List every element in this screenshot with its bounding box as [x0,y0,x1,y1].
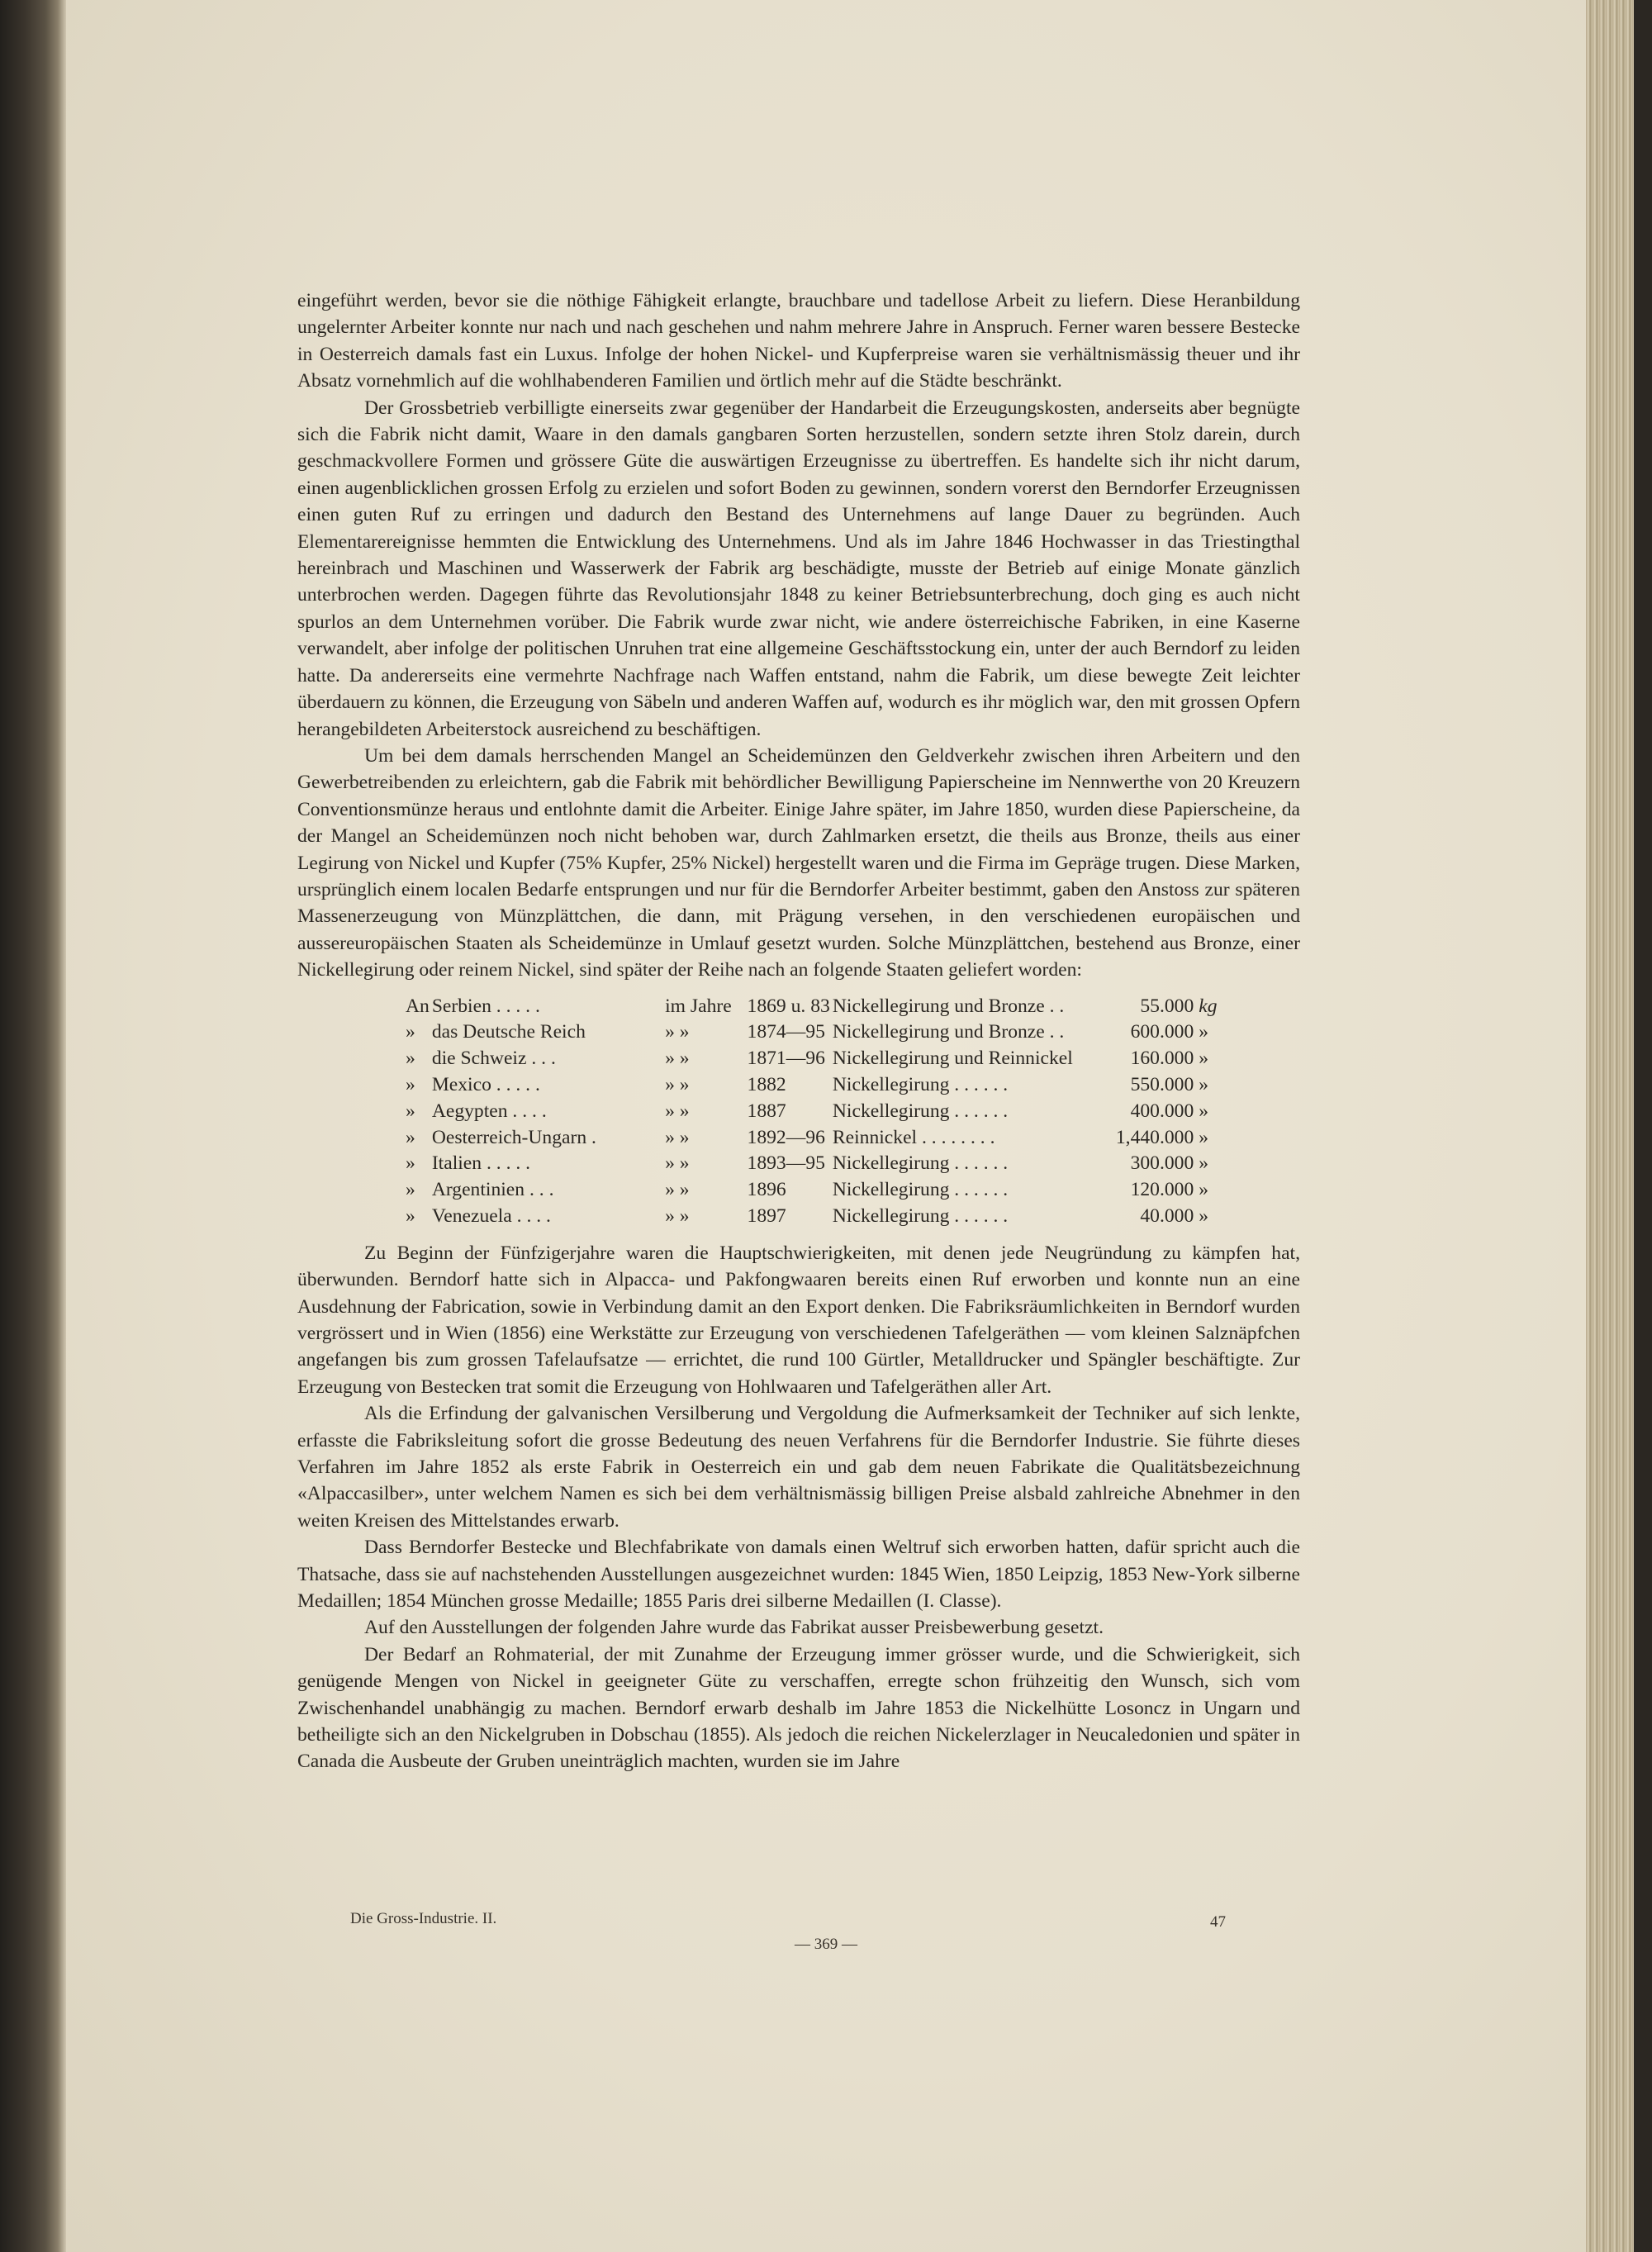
body-text [297,287,1300,1775]
paragraph: Der Grossbetrieb verbilligte einerseits zwar gegenüber der Handarbeit die Erzeugungskosten, anderseits aber begnügte sich die Fabrik nicht damit, Waare in den damals gangbaren Sorten herzustellen, sondern setzte ihren Stolz darein, durch geschmackvollere Formen und grössere Güte die auswärtigen Erzeugnisse zu übertreffen. Es handelte sich ihr nicht darum, einen augenblicklichen grossen Erfolg zu erzielen und sofort Boden zu gewinnen, sondern vorerst den Berndorfer Erzeugnissen einen guten Ruf zu erringen und dadurch den Bestand des Unternehmens auf lange Dauer zu begründen. Auch Elementarereignisse hemmten die Entwicklung des Unternehmens. Und als im Jahre 1846 Hochwasser in das Triestingthal hereinbrach und Maschinen und Wasserwerk der Fabrik arg beschädigte, musste der Betrieb auf einige Monate gänzlich unterbrochen werden. Dagegen führte das Revolutionsjahr 1848 zu keiner Betriebsunterbrechung, doch ging es auch nicht spurlos an dem Unternehmen vorüber. Die Fabrik wurde zwar nicht, wie andere österreichische Fabriken, in eine Kaserne verwandelt, aber infolge der politischen Unruhen trat eine allgemeine Geschäftsstockung ein, unter der auch Berndorf zu leiden hatte. Da andererseits eine vermehrte Nachfrage nach Waffen entstand, nahm die Fabrik, um diese bewegte Zeit leichter überdauern zu können, die Erzeugung von Säbeln und anderen Waffen auf, wodurch es ihr möglich war, den mit grossen Opfern herangebildeten Arbeiterstock ausreichend zu beschäftigen. [297,397,1300,740]
signature-mark: Die Gross-Industrie. II. [350,1910,497,1927]
row-material: Nickellegirung . . . . . . [832,1204,1009,1227]
row-amount: 160.000 [1130,1048,1194,1070]
row-year: 1897 [747,1204,786,1227]
row-prefix: » [406,1021,415,1043]
delivery-table [406,994,1232,1230]
row-year: 1869 u. 83 [747,995,830,1017]
row-material: Nickellegirung und Bronze . . [832,995,1065,1017]
row-prefix: » [406,1073,415,1095]
row-unit: kg [1199,995,1218,1017]
row-material: Nickellegirung und Reinnickel [832,1048,1073,1070]
row-prefix: » [406,1152,415,1175]
row-state: Aegypten . . . . [431,1100,547,1122]
table-row [406,1151,1232,1177]
row-unit: » [1199,1152,1209,1175]
row-state: Venezuela . . . . [431,1204,551,1227]
row-year: 1896 [747,1179,786,1201]
row-state: die Schweiz . . . [431,1048,556,1070]
row-state: Italien . . . . . [431,1152,531,1175]
row-prefix: » [406,1126,415,1148]
row-unit: » [1199,1100,1209,1122]
row-im-jahre: » » [665,1100,690,1122]
paragraph: eingeführt werden, bevor sie die nöthige Fähigkeit erlangte, brauchbare und tadellose Arbeit zu liefern. Diese Heranbildung ungelernter Arbeiter konnte nur nach und nach geschehen und nahm mehrere Jahre in Anspruch. Ferner waren bessere Bestecke in Oesterreich damals fast ein Luxus. Infolge der hohen Nickel- und Kupferpreise waren sie verhältnismässig theuer und ihr Absatz vornehmlich auf die wohlhabenderen Familien und örtlich mehr auf die Städte beschränkt. [297,290,1300,392]
row-state: Argentinien . . . [431,1179,554,1201]
table-row [406,1177,1232,1204]
row-material: Nickellegirung . . . . . . [832,1179,1009,1201]
paragraph: Der Bedarf an Rohmaterial, der mit Zunahme der Erzeugung immer grösser wurde, und die Schwierigkeit, sich genügende Mengen von Nickel in geeigneter Güte zu verschaffen, erregte schon frühzeitig den Wunsch, sich vom Zwischenhandel unabhängig zu machen. Berndorf erwarb deshalb im Jahre 1853 die Nickelhütte Losoncz in Ungarn und betheiligte sich an den Nickelgruben in Dobschau (1855). Als jedoch die reichen Nickelerzlager in Neucaledonien und später in Canada die Ausbeute der Gruben uneinträglich machten, wurden sie im Jahre [297,1643,1300,1773]
paragraph: Um bei dem damals herrschenden Mangel an Scheidemünzen den Geldverkehr zwischen ihren Arbeitern und den Gewerbetreibenden zu erleichtern, gab die Fabrik mit behördlicher Bewilligung Papierscheine im Nennwerthe von 20 Kreuzern Conventionsmünze heraus und entlohnte damit die Arbeiter. Einige Jahre später, im Jahre 1850, wurden diese Papierscheine, da der Mangel an Scheidemünzen noch nicht behoben war, durch Zahlmarken ersetzt, die theils aus Bronze, theils aus einer Legirung von Nickel und Kupfer (75% Kupfer, 25% Nickel) hergestellt waren und die Firma im Gepräge trugen. Diese Marken, ursprünglich einem localen Bedarfe entsprungen und nur für die Berndorfer Arbeiter bestimmt, gaben den Anstoss zur späteren Massenerzeugung von Münzplättchen, die dann, mit Prägung versehen, in den verschiedenen europäischen und aussereuropäischen Staaten als Scheidemünze in Umlauf gesetzt wurden. Solche Münzplättchen, bestehend aus Bronze, einer Nickellegirung oder reinem Nickel, sind später der Reihe nach an folgende Staaten geliefert worden: [297,744,1300,981]
table-row [406,1204,1232,1230]
row-year: 1874—95 [747,1021,825,1043]
row-im-jahre: » » [665,1204,690,1227]
row-im-jahre: » » [665,1021,690,1043]
row-amount: 600.000 [1130,1021,1194,1043]
paragraph: Als die Erfindung der galvanischen Versilberung und Vergoldung die Aufmerksamkeit der Techniker auf sich lenkte, erfasste die Fabriksleitung sofort die grosse Bedeutung des neuen Verfahrens für die Berndorfer Industrie. Sie führte dieses Verfahren im Jahre 1852 als erste Fabrik in Oesterreich ein und gab dem neuen Fabrikate die Qualitätsbezeichnung «Alpaccasilber», unter welchem Namen es sich bei dem verhältnismässig billigen Preise alsbald zahlreiche Abnehmer in den weiten Kreisen des Mittelstandes erwarb. [297,1403,1300,1532]
row-im-jahre: » » [665,1152,690,1175]
row-unit: » [1199,1126,1209,1148]
row-amount: 1,440.000 [1115,1126,1194,1148]
table-row [406,1072,1232,1099]
row-im-jahre: » » [665,1073,690,1095]
table-row [406,1099,1232,1125]
row-amount: 550.000 [1130,1073,1194,1095]
page-edges [1586,0,1652,2252]
row-amount: 400.000 [1130,1100,1194,1122]
sheet-number: 47 [1210,1913,1226,1931]
table-row [406,1019,1232,1046]
row-amount: 120.000 [1130,1179,1194,1201]
row-amount: 300.000 [1130,1152,1194,1175]
row-unit: » [1199,1179,1209,1201]
row-material: Nickellegirung . . . . . . [832,1073,1009,1095]
table-row [406,1125,1232,1152]
row-unit: » [1199,1021,1209,1043]
paragraph: Auf den Ausstellungen der folgenden Jahre wurde das Fabrikat ausser Preisbewerbung gesetzt. [364,1617,1104,1639]
row-material: Nickellegirung . . . . . . [832,1152,1009,1175]
row-year: 1892—96 [747,1126,825,1148]
row-material: Reinnickel . . . . . . . . [832,1126,995,1148]
table-row [406,994,1232,1020]
row-im-jahre: » » [665,1126,690,1148]
row-state: Mexico . . . . . [431,1073,540,1095]
row-amount: 40.000 [1140,1204,1194,1227]
row-year: 1871—96 [747,1048,825,1070]
row-amount: 55.000 [1140,995,1194,1017]
row-im-jahre: » » [665,1048,690,1070]
row-unit: » [1199,1073,1209,1095]
row-material: Nickellegirung . . . . . . [832,1100,1009,1122]
row-prefix: An [406,995,430,1017]
row-year: 1887 [747,1100,786,1122]
row-material: Nickellegirung und Bronze . . [832,1021,1065,1043]
row-im-jahre: im Jahre [665,995,732,1017]
row-state: das Deutsche Reich [431,1021,586,1043]
row-year: 1882 [747,1073,786,1095]
page-number: — 369 — [795,1936,857,1953]
row-prefix: » [406,1100,415,1122]
row-year: 1893—95 [747,1152,825,1175]
row-unit: » [1199,1048,1209,1070]
row-unit: » [1199,1204,1209,1227]
paragraph: Zu Beginn der Fünfzigerjahre waren die Hauptschwierigkeiten, mit denen jede Neugründung zu kämpfen hat, überwunden. Berndorf hatte sich in Alpacca- und Pakfongwaaren bereits einen Ruf erworben und konnte nun an eine Ausdehnung der Fabrication, sowie in Verbindung damit an den Export denken. Die Fabriksräumlichkeiten in Berndorf wurden vergrössert und in Wien (1856) eine Werkstätte zur Erzeugung von verschiedenen Tafelgeräthen — vom kleinen Salznäpfchen angefangen bis zum grossen Tafelaufsatze — errichtet, die rund 100 Gürtler, Metalldrucker und Spängler beschäftigte. Zur Erzeugung von Bestecken trat somit die Erzeugung von Hohlwaaren und Tafelgeräthen aller Art. [297,1242,1300,1398]
row-im-jahre: » » [665,1179,690,1201]
table-row [406,1046,1232,1072]
row-state: Oesterreich-Ungarn . [431,1126,596,1148]
row-state: Serbien . . . . . [431,995,540,1017]
row-prefix: » [406,1048,415,1070]
row-prefix: » [406,1204,415,1227]
paragraph: Dass Berndorfer Bestecke und Blechfabrikate von damals einen Weltruf sich erworben hatten, dafür spricht auch die Thatsache, dass sie auf nachstehenden Ausstellungen ausgezeichnet wurden: 1845 Wien, 1850 Leipzig, 1853 New-York silberne Medaillen; 1854 München grosse Medaille; 1855 Paris drei silberne Medaillen (I. Classe). [297,1537,1300,1613]
book-binding [0,0,66,2252]
row-prefix: » [406,1179,415,1201]
